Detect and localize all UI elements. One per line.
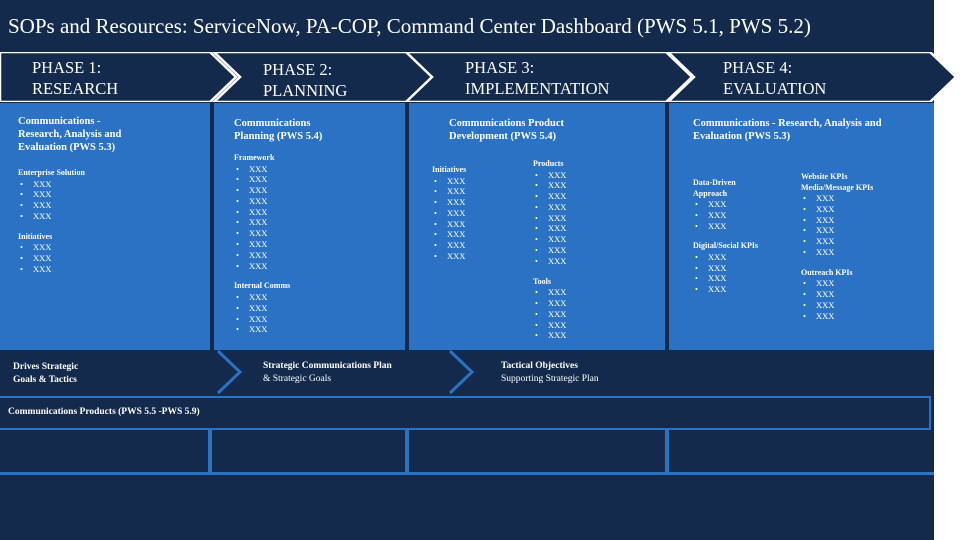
- website-kpis-list: [801, 193, 926, 258]
- list-item: • XXX: [693, 252, 793, 263]
- list-item: • XXX: [234, 303, 399, 314]
- list-item: • XXX: [18, 179, 203, 190]
- phase-3-initiatives-title: Initiatives: [432, 165, 467, 174]
- framework-title: Framework: [234, 153, 275, 162]
- list-item: • XXX: [432, 229, 527, 240]
- list-item: • XXX: [801, 225, 926, 236]
- phase-4-right-column: [801, 172, 926, 321]
- strategic-plan-subtitle: & Strategic Goals: [263, 373, 332, 384]
- list-item: • XXX: [234, 292, 399, 303]
- list-item: • XXX: [234, 228, 399, 239]
- strategic-plan-label: [263, 360, 392, 385]
- list-item: • XXX: [432, 197, 527, 208]
- list-item: • XXX: [801, 311, 926, 322]
- enterprise-solution-list: [18, 179, 203, 222]
- list-item: • XXX: [234, 217, 399, 228]
- drives-strategic-label: Drives Strategic Goals & Tactics: [13, 362, 79, 385]
- outreach-kpis-list: [801, 278, 926, 321]
- phase-3-initiatives: [432, 165, 527, 262]
- divider-line: [0, 472, 934, 475]
- phase-4-label: PHASE 4: EVALUATION: [723, 58, 827, 98]
- list-item: • XXX: [693, 199, 793, 210]
- list-item: • XXX: [533, 223, 643, 234]
- list-item: • XXX: [533, 320, 643, 331]
- strategic-plan-title: Strategic Communications Plan: [263, 361, 392, 371]
- enterprise-solution-title: Enterprise Solution: [18, 168, 85, 177]
- list-item: • XXX: [801, 236, 926, 247]
- list-item: • XXX: [234, 196, 399, 207]
- internal-comms-title: Internal Comms: [234, 281, 291, 291]
- list-item: • XXX: [18, 264, 203, 275]
- list-item: • XXX: [801, 278, 926, 289]
- phase-2-heading: Communications Planning (PWS 5.4): [234, 118, 323, 142]
- list-item: • XXX: [234, 185, 399, 196]
- list-item: • XXX: [533, 202, 643, 213]
- list-item: • XXX: [432, 186, 527, 197]
- list-item: • XXX: [693, 273, 793, 284]
- internal-comms-list: [234, 292, 399, 335]
- phase-3-heading: Communications Product Development (PWS 5.4): [449, 118, 565, 142]
- list-item: • XXX: [801, 289, 926, 300]
- list-item: • XXX: [432, 176, 527, 187]
- list-item: • XXX: [432, 240, 527, 251]
- list-item: • XXX: [18, 253, 203, 264]
- list-item: • XXX: [533, 298, 643, 309]
- framework-list: [234, 164, 399, 272]
- digital-social-kpis-list: [693, 252, 793, 295]
- list-item: • XXX: [18, 211, 203, 222]
- list-item: • XXX: [533, 234, 643, 245]
- list-item: • XXX: [801, 247, 926, 258]
- tactical-objectives-title: Tactical Objectives: [501, 361, 578, 371]
- phase-4-heading: Communications - Research, Analysis and Evaluation (PWS 5.3): [693, 118, 882, 142]
- list-item: • XXX: [234, 174, 399, 185]
- divider-line: [405, 430, 409, 474]
- phase-2-content: [234, 117, 399, 335]
- list-item: • XXX: [693, 284, 793, 295]
- phase-3-initiatives-list: [432, 176, 527, 262]
- data-driven-title: Data-Driven Approach: [693, 178, 736, 198]
- list-item: • XXX: [801, 193, 926, 204]
- phase-4-left-column: [693, 178, 793, 295]
- products-title: Products: [533, 159, 564, 168]
- list-item: • XXX: [432, 208, 527, 219]
- tactical-objectives-label: [501, 360, 599, 385]
- tools-list: [533, 287, 643, 341]
- products-list: [533, 170, 643, 267]
- phase-3-products-tools: [533, 159, 643, 341]
- slide-title: SOPs and Resources: ServiceNow, PA-COP, Command Center Dashboard (PWS 5.1, PWS 5.2): [8, 14, 811, 38]
- list-item: • XXX: [801, 215, 926, 226]
- list-item: • XXX: [234, 239, 399, 250]
- data-driven-list: [693, 199, 793, 231]
- list-item: • XXX: [18, 189, 203, 200]
- digital-social-kpis-title: Digital/Social KPIs: [693, 241, 759, 251]
- list-item: • XXX: [801, 204, 926, 215]
- list-item: • XXX: [533, 330, 643, 341]
- tactical-objectives-subtitle: Supporting Strategic Plan: [501, 373, 599, 384]
- list-item: • XXX: [533, 191, 643, 202]
- list-item: • XXX: [533, 170, 643, 181]
- divider-line: [208, 430, 212, 474]
- phase-1-content: [18, 115, 203, 275]
- list-item: • XXX: [432, 219, 527, 230]
- phase-2-label: PHASE 2: PLANNING: [263, 60, 348, 100]
- list-item: • XXX: [533, 287, 643, 298]
- list-item: • XXX: [432, 251, 527, 262]
- list-item: • XXX: [234, 314, 399, 325]
- list-item: • XXX: [234, 324, 399, 335]
- communications-products-label: Communications Products (PWS 5.5 -PWS 5.9): [8, 407, 200, 417]
- list-item: • XXX: [533, 256, 643, 267]
- phase-3-label: PHASE 3: IMPLEMENTATION: [465, 58, 610, 98]
- divider-line: [665, 430, 669, 474]
- list-item: • XXX: [693, 210, 793, 221]
- list-item: • XXX: [533, 213, 643, 224]
- list-item: • XXX: [533, 245, 643, 256]
- list-item: • XXX: [234, 250, 399, 261]
- phase-1-label: PHASE 1: RESEARCH: [32, 58, 119, 98]
- list-item: • XXX: [234, 207, 399, 218]
- tools-title: Tools: [533, 276, 551, 286]
- phase-3-heading-block: [449, 117, 659, 143]
- list-item: • XXX: [693, 263, 793, 274]
- phase-1-initiatives-title: Initiatives: [18, 231, 53, 241]
- website-kpis-title: Website KPIs Media/Message KPIs: [801, 172, 874, 192]
- list-item: • XXX: [533, 309, 643, 320]
- phase-1-heading: Communications - Research, Analysis and Evaluation (PWS 5.3): [18, 116, 122, 153]
- list-item: • XXX: [693, 221, 793, 232]
- list-item: • XXX: [801, 300, 926, 311]
- list-item: • XXX: [234, 164, 399, 175]
- outreach-kpis-title: Outreach KPIs: [801, 267, 853, 277]
- phase-1-initiatives-list: [18, 242, 203, 274]
- list-item: • XXX: [18, 200, 203, 211]
- list-item: • XXX: [18, 242, 203, 253]
- phase-4-heading-block: [693, 117, 928, 143]
- list-item: • XXX: [533, 180, 643, 191]
- list-item: • XXX: [234, 261, 399, 272]
